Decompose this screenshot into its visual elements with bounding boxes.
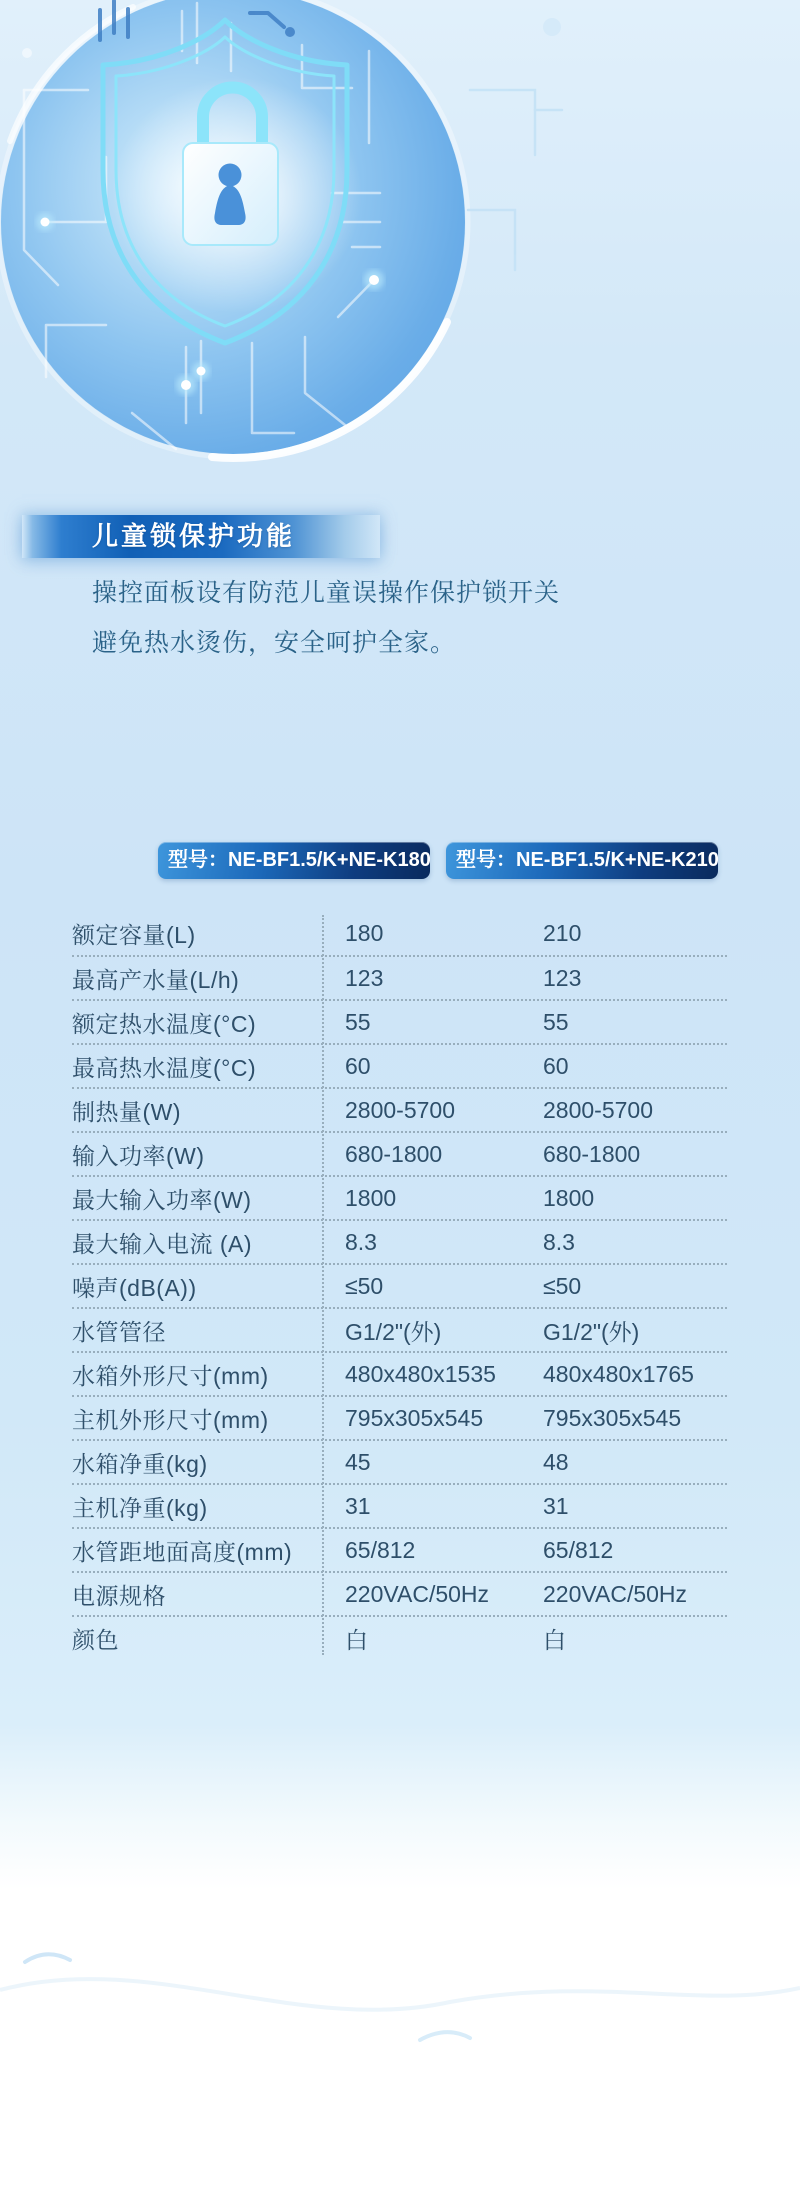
table-column-divider [322, 915, 324, 1655]
spec-label: 最大输入功率(W) [72, 1186, 252, 1213]
spec-value-k210: 220VAC/50Hz [543, 1580, 688, 1607]
table-row [72, 1175, 727, 1219]
spec-label: 水箱净重(kg) [72, 1450, 208, 1477]
spec-label: 制热量(W) [72, 1098, 182, 1125]
table-row [72, 1351, 727, 1395]
bottom-wave [0, 1890, 800, 2210]
spec-value-k210: 48 [543, 1448, 569, 1475]
spec-value-k210: 65/812 [543, 1536, 614, 1563]
spec-label: 主机净重(kg) [72, 1494, 208, 1521]
spec-value-k180: 480x480x1535 [345, 1360, 496, 1387]
table-row [72, 1219, 727, 1263]
spec-label: 噪声(dB(A)) [72, 1274, 197, 1301]
spec-value-k180: 8.3 [345, 1228, 377, 1255]
feature-title: 儿童锁保护功能 [92, 521, 296, 551]
background-traces [468, 18, 562, 270]
model-badge-k180: 型号：NE-BF1.5/K+NE-K180 [158, 842, 430, 879]
spec-value-k210: 31 [543, 1492, 569, 1519]
feature-description-line2: 避免热水烫伤，安全呵护全家。 [92, 629, 457, 657]
table-row [72, 1439, 727, 1483]
spec-value-k210: 1800 [543, 1184, 595, 1211]
spec-value-k180: 795x305x545 [345, 1404, 484, 1431]
table-row [72, 1395, 727, 1439]
spec-value-k210: 55 [543, 1008, 569, 1035]
spec-label: 电源规格 [72, 1582, 166, 1609]
spec-value-k180: 220VAC/50Hz [345, 1580, 490, 1607]
spec-value-k210: ≤50 [543, 1272, 582, 1299]
table-row [72, 1527, 727, 1571]
spec-label: 输入功率(W) [72, 1142, 205, 1169]
spec-value-k210: 8.3 [543, 1228, 575, 1255]
spec-label: 主机外形尺寸(mm) [72, 1406, 269, 1433]
spec-value-k180: 55 [345, 1008, 371, 1035]
spec-value-k210: 2800-5700 [543, 1096, 653, 1123]
table-row [72, 955, 727, 999]
spec-value-k180: 45 [345, 1448, 371, 1475]
spec-label: 最大输入电流 (A) [72, 1230, 253, 1257]
spec-value-k180: 2800-5700 [345, 1096, 455, 1123]
model-badge-k210: 型号：NE-BF1.5/K+NE-K210 [446, 842, 718, 879]
table-row [72, 1087, 727, 1131]
feature-description-line1: 操控面板设有防范儿童误操作保护锁开关 [92, 579, 561, 607]
spec-value-k210: 123 [543, 964, 582, 991]
spec-value-k180: 680-1800 [345, 1140, 443, 1167]
spec-label: 水管管径 [72, 1318, 166, 1345]
table-row [72, 1571, 727, 1615]
spec-label: 额定容量(L) [72, 921, 196, 948]
feature-title-badge [22, 515, 380, 558]
hero-illustration [0, 0, 580, 490]
spec-value-k180: 1800 [345, 1184, 397, 1211]
table-row [72, 911, 727, 955]
spec-label: 最高产水量(L/h) [72, 966, 240, 993]
spec-label: 额定热水温度(°C) [72, 1010, 257, 1037]
spec-value-k180: 123 [345, 964, 384, 991]
spec-label: 颜色 [72, 1626, 119, 1653]
table-row [72, 1131, 727, 1175]
table-row [72, 1615, 727, 1659]
spec-value-k180: 65/812 [345, 1536, 416, 1563]
spec-value-k180: ≤50 [345, 1272, 384, 1299]
spec-label: 最高热水温度(°C) [72, 1054, 257, 1081]
spec-value-k180: 180 [345, 919, 384, 946]
table-row [72, 1483, 727, 1527]
table-row [72, 1263, 727, 1307]
table-row [72, 1043, 727, 1087]
table-row [72, 1307, 727, 1351]
spec-value-k210: 480x480x1765 [543, 1360, 694, 1387]
spec-value-k210: 60 [543, 1052, 569, 1079]
spec-value-k180: 白 [345, 1626, 368, 1653]
spec-value-k210: 795x305x545 [543, 1404, 682, 1431]
spec-value-k180: G1/2"(外) [345, 1318, 442, 1345]
spec-label: 水管距地面高度(mm) [72, 1538, 293, 1565]
spec-value-k210: 210 [543, 919, 582, 946]
spec-label: 水箱外形尺寸(mm) [72, 1362, 269, 1389]
spec-value-k210: 白 [543, 1626, 566, 1653]
spec-table [72, 911, 727, 1659]
table-row [72, 999, 727, 1043]
spec-value-k180: 60 [345, 1052, 371, 1079]
spec-value-k180: 31 [345, 1492, 371, 1519]
spec-value-k210: G1/2"(外) [543, 1318, 640, 1345]
spec-value-k210: 680-1800 [543, 1140, 641, 1167]
